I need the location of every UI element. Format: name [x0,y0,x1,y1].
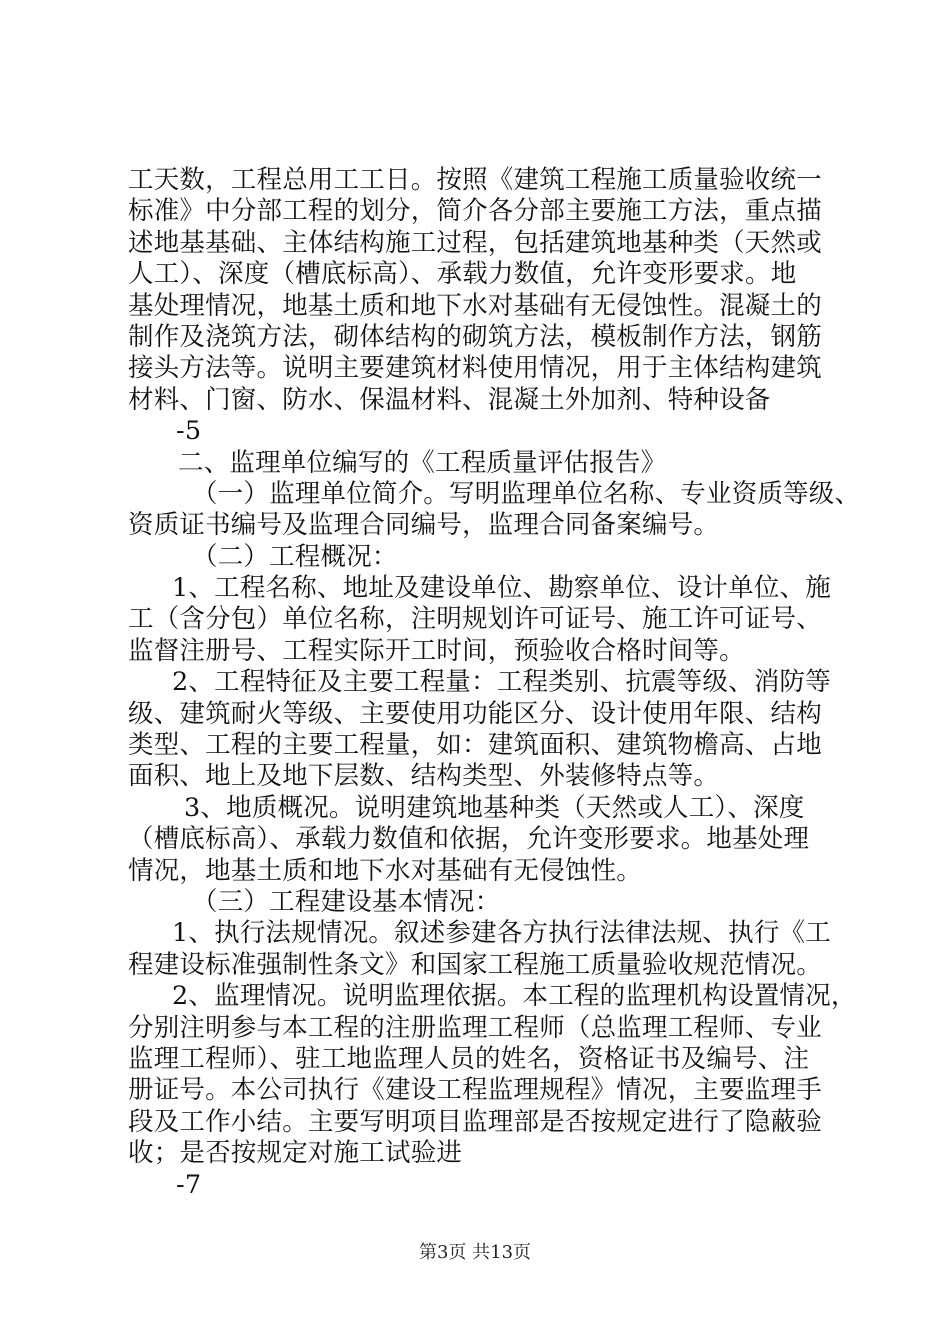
subsection-heading: （三）工程建设基本情况： [192,886,501,917]
text-line: 基处理情况，地基土质和地下水对基础有无侵蚀性。混凝土的 [128,290,822,321]
section-heading: 二、监理单位编写的《工程质量评估报告》 [178,447,667,478]
text-line: 级、建筑耐火等级、主要使用功能区分、设计使用年限、结构 [128,698,822,729]
list-item: 2、工程特征及主要工程量：工程类别、抗震等级、消防等 [172,667,831,698]
text-line: 监督注册号、工程实际开工时间，预验收合格时间等。 [128,635,745,666]
text-line: 册证号。本公司执行《建设工程监理规程》情况，主要监理手 [128,1075,822,1106]
text-line: 材料、门窗、防水、保温材料、混凝土外加剂、特种设备 [128,384,771,415]
text-line: 程建设标准强制性条文》和国家工程施工质量验收规范情况。 [128,949,822,980]
text-line: 监理工程师）、驻工地监理人员的姓名，资格证书及编号、注 [128,1043,810,1074]
text-line: 资质证书编号及监理合同编号，监理合同备案编号。 [128,510,720,541]
page-number-label: 第3页 共13页 [418,1242,532,1263]
text-line: 工天数，工程总用工工日。按照《建筑工程施工质量验收统一 [128,165,822,195]
text-line: 段及工作小结。主要写明项目监理部是否按规定进行了隐蔽验 [128,1106,822,1137]
text-line: 工（含分包）单位名称，注明规划许可证号、施工许可证号、 [128,604,822,635]
page-footer [0,1242,950,1264]
text-line: 述地基基础、主体结构施工过程，包括建筑地基种类（天然或 [128,227,822,258]
list-item: 1、工程名称、地址及建设单位、勘察单位、设计单位、施 [172,573,831,604]
text-line: 分别注明参与本工程的注册监理工程师（总监理工程师、专业 [128,1012,822,1043]
text-line: 标准》中分部工程的划分，简介各分部主要施工方法，重点描 [128,196,822,227]
text-line: 接头方法等。说明主要建筑材料使用情况，用于主体结构建筑 [128,353,822,384]
subsection-heading: （二）工程概况： [192,541,398,572]
document-body [128,165,861,1201]
text-line: 收；是否按规定对施工试验进 [128,1138,463,1169]
text-line: 情况，地基土质和地下水对基础有无侵蚀性。 [128,855,643,886]
text-line: 人工）、深度（槽底标高）、承载力数值，允许变形要求。地 [128,259,797,290]
text-line: 类型、工程的主要工程量，如：建筑面积、建筑物檐高、占地 [128,730,822,761]
page-marker: -5 [176,416,202,447]
list-item: 2、监理情况。说明监理依据。本工程的监理机构设置情况， [172,981,857,1012]
text-line: 面积、地上及地下层数、结构类型、外装修特点等。 [128,761,720,792]
text-line: （槽底标高）、承载力数值和依据，允许变形要求。地基处理 [128,824,810,855]
page-marker: -7 [176,1169,202,1200]
text-line: 制作及浇筑方法，砌体结构的砌筑方法，模板制作方法，钢筋 [128,321,822,352]
list-item: 1、执行法规情况。叙述参建各方执行法律法规、执行《工 [172,918,831,949]
subsection-heading: （一）监理单位简介。写明监理单位名称、专业资质等级、 [192,478,861,509]
list-item: 3、地质概况。说明建筑地基种类（天然或人工）、深度 [184,792,805,823]
